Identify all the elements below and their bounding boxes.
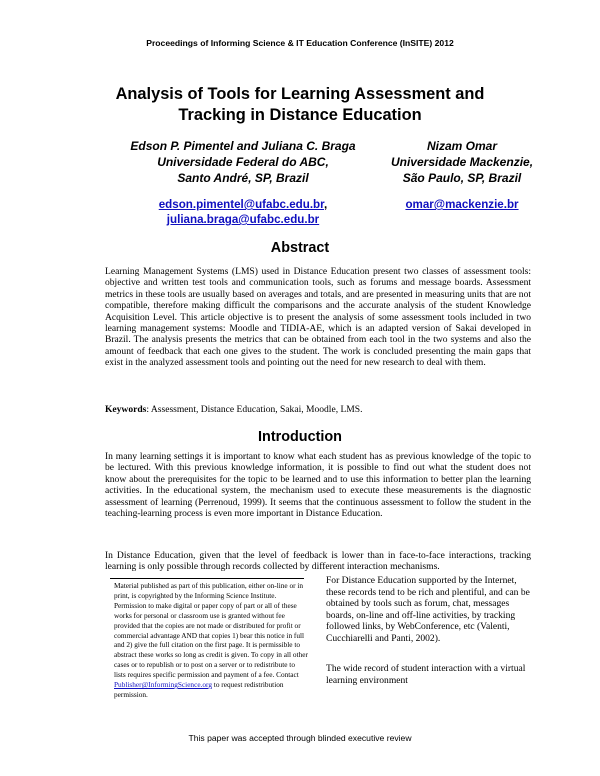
author-block-left [100, 138, 386, 186]
author-location: Santo André, SP, Brazil [177, 171, 309, 185]
keywords-label: Keywords [105, 404, 147, 415]
keywords-text: : Assessment, Distance Education, Sakai, Moodle, LMS. [146, 404, 363, 415]
right-column-paragraph-1: For Distance Education supported by the Internet, these records tend to be rich and plentiful, and can be obtained by tools such as forum, chat, messages boards, on-line and off-line activities, by tracking followed links, by WebConference, etc (Valenti, Cucchiarelli and Panti, 2002). [326, 575, 530, 644]
introduction-heading: Introduction [258, 429, 342, 445]
email-link-braga[interactable]: juliana.braga@ufabc.edu.br [166, 213, 320, 226]
intro-paragraph-2: In Distance Education, given that the level of feedback is lower than in face-to-face interactions, tracking learning is only possible through records collected by different interaction mechanisms. [105, 550, 531, 573]
intro-paragraph-1: In many learning settings it is important to know what each student has as previous knowledge of the topic to be lectured. With this previous knowledge information, it is possible to find out what the student does not know about the prerequisites for the topic to be learned and to use this information to better plan the learning activities. In the educational system, the mechanism used to execute these measurements is the diagnostic assessment of learning (Perrenoud, 1999). It seems that the continuous assessment to follow the student in the teaching-learning process is even more important in Distance Education. [105, 451, 531, 520]
copyright-footnote [114, 581, 308, 700]
right-column-paragraph-2: The wide record of student interaction with a virtual learning environment [326, 663, 526, 686]
title-line: Tracking in Distance Education [178, 106, 422, 124]
publisher-email-link[interactable]: Publisher@InformingScience.org [114, 680, 212, 690]
author-names: Nizam Omar [426, 139, 498, 153]
author-affiliation: Universidade Federal do ABC, [157, 155, 329, 169]
email-separator: , [324, 198, 328, 211]
paper-title [60, 84, 540, 126]
title-line: Analysis of Tools for Learning Assessment and [115, 85, 485, 103]
abstract-heading: Abstract [270, 240, 330, 256]
author-names: Edson P. Pimentel and Juliana C. Braga [130, 139, 356, 153]
abstract-text: Learning Management Systems (LMS) used in Distance Education present two classes of assessment tools: objective and written test tools and communication tools, such as forums and message boards. Assessment metrics in these tools are usually based on averages and totals, and are presented in measuring units that are not compatible, therefore making difficult the comparisons and the accurate analysis of the student Knowledge Acquisition Level. This article objective is to present the analysis of some assessment tools included in two learning management systems: Moodle and TIDIA-AE, which is an adapted version of Sakai developed in Brazil. The analysis presents the metrics that can be obtained from each tool in the two systems and also the amount of feedback that each one gives to the student. The work is concluded presenting the main gaps that exist in the analyzed assessment tools and pointing out the need for new research to deal with them. [105, 266, 531, 369]
conference-header: Proceedings of Informing Science & IT Education Conference (InSITE) 2012 [146, 38, 454, 48]
author-emails-right [360, 197, 564, 212]
footnote-divider [110, 578, 304, 579]
author-block-right [360, 138, 564, 186]
keywords-line [105, 404, 531, 415]
footnote-text-end: to request redistribution permission. [114, 680, 284, 699]
author-location: São Paulo, SP, Brazil [402, 171, 522, 185]
author-affiliation: Universidade Mackenzie, [390, 155, 534, 169]
footnote-text: Material published as part of this publication, either on-line or in print, is copyrighted by the Informing Science Institute. Permission to make digital or paper copy of part or all of these works for personal or classroom use is granted without fee provided that the copies are not made or distributed for profit or commercial advantage AND that copies 1) bear this notice in full and 2) give the full citation on the first page. It is permissible to abstract these works so long as credit is given. To copy in all other cases or to republish or to post on a server or to redistribute to lists requires specific permission and payment of a fee. Contact [114, 581, 308, 680]
page-footer: This paper was accepted through blinded executive review [188, 733, 412, 743]
email-link-pimentel[interactable]: edson.pimentel@ufabc.edu.br [158, 198, 325, 211]
author-emails-left [100, 197, 386, 227]
email-link-omar[interactable]: omar@mackenzie.br [405, 198, 519, 211]
